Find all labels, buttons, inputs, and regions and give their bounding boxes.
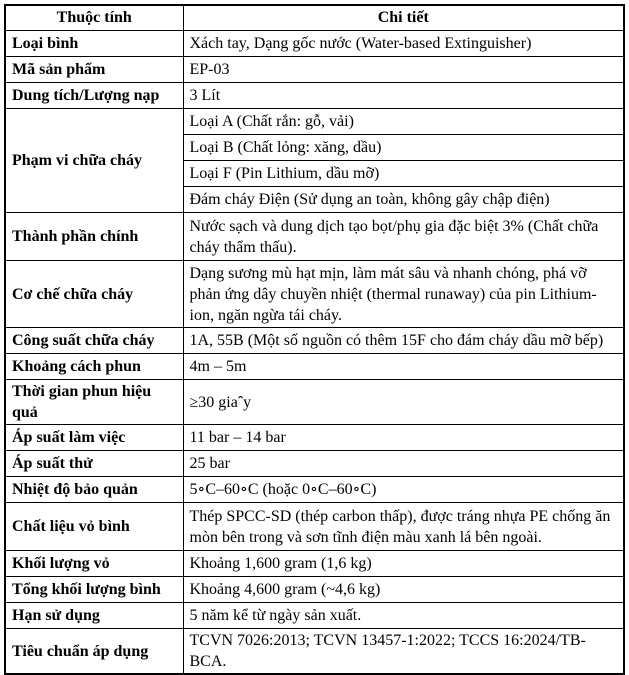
table-row <box>5 551 624 577</box>
detail-cell: 25 bar <box>183 451 624 477</box>
property-cell: Áp suất làm việc <box>5 425 183 451</box>
detail-cell: 4m – 5m <box>183 354 624 380</box>
detail-cell: ≥30 giaˆy <box>183 380 624 425</box>
property-cell: Chất liệu vỏ bình <box>5 503 183 551</box>
property-cell: Tổng khối lượng bình <box>5 577 183 603</box>
detail-cell: Loại B (Chất lỏng: xăng, dầu) <box>183 135 624 161</box>
property-cell: Khoảng cách phun <box>5 354 183 380</box>
detail-cell: Khoảng 1,600 gram (1,6 kg) <box>183 551 624 577</box>
table-row <box>5 503 624 551</box>
detail-cell: Xách tay, Dạng gốc nước (Water-based Extinguisher) <box>183 31 624 57</box>
table-row <box>5 354 624 380</box>
table-row <box>5 83 624 109</box>
table-row <box>5 477 624 503</box>
table-row <box>5 31 624 57</box>
detail-cell: Loại F (Pin Lithium, dầu mỡ) <box>183 161 624 187</box>
column-header-detail: Chi tiết <box>183 5 624 31</box>
table-row <box>5 328 624 354</box>
property-cell: Nhiệt độ bảo quản <box>5 477 183 503</box>
property-cell: Thành phần chính <box>5 213 183 261</box>
column-header-property: Thuộc tính <box>5 5 183 31</box>
property-cell: Tiêu chuẩn áp dụng <box>5 629 183 675</box>
property-cell: Cơ chế chữa cháy <box>5 261 183 328</box>
detail-cell: Khoảng 4,600 gram (~4,6 kg) <box>183 577 624 603</box>
table-row <box>5 577 624 603</box>
table-row <box>5 109 624 135</box>
table-row <box>5 425 624 451</box>
property-cell: Loại bình <box>5 31 183 57</box>
detail-cell: 5∘C–60∘C (hoặc 0∘C–60∘C) <box>183 477 624 503</box>
detail-cell: Đám cháy Điện (Sử dụng an toàn, không gây chập điện) <box>183 187 624 213</box>
detail-cell: Dạng sương mù hạt mịn, làm mát sâu và nhanh chóng, phá vỡ phản ứng dây chuyền nhiệt (thermal runaway) của pin Lithium-ion, ngăn ngừa tái cháy. <box>183 261 624 328</box>
property-cell: Công suất chữa cháy <box>5 328 183 354</box>
table-row <box>5 629 624 675</box>
detail-cell: 11 bar – 14 bar <box>183 425 624 451</box>
property-cell: Áp suất thử <box>5 451 183 477</box>
detail-cell: 3 Lít <box>183 83 624 109</box>
table-row <box>5 57 624 83</box>
detail-cell: EP-03 <box>183 57 624 83</box>
property-cell: Khối lượng vỏ <box>5 551 183 577</box>
table-row <box>5 603 624 629</box>
detail-cell: Nước sạch và dung dịch tạo bọt/phụ gia đặc biệt 3% (Chất chữa cháy thẩm thấu). <box>183 213 624 261</box>
table-row <box>5 213 624 261</box>
table-row <box>5 451 624 477</box>
detail-cell: 1A, 55B (Một số nguồn có thêm 15F cho đám cháy dầu mỡ bếp) <box>183 328 624 354</box>
property-cell: Mã sản phẩm <box>5 57 183 83</box>
property-cell: Dung tích/Lượng nạp <box>5 83 183 109</box>
property-cell: Thời gian phun hiệu quả <box>5 380 183 425</box>
detail-cell: Thép SPCC-SD (thép carbon thấp), được tráng nhựa PE chống ăn mòn bên trong và sơn tĩnh điện màu xanh lá bên ngoài. <box>183 503 624 551</box>
detail-cell: Loại A (Chất rắn: gỗ, vải) <box>183 109 624 135</box>
detail-cell: TCVN 7026:2013; TCVN 13457-1:2022; TCCS 16:2024/TB-BCA. <box>183 629 624 675</box>
table-row <box>5 261 624 328</box>
detail-cell: 5 năm kể từ ngày sản xuất. <box>183 603 624 629</box>
property-cell: Hạn sử dụng <box>5 603 183 629</box>
property-cell: Phạm vi chữa cháy <box>5 109 183 213</box>
specification-table <box>4 4 625 675</box>
header-row <box>5 5 624 31</box>
table-row <box>5 380 624 425</box>
